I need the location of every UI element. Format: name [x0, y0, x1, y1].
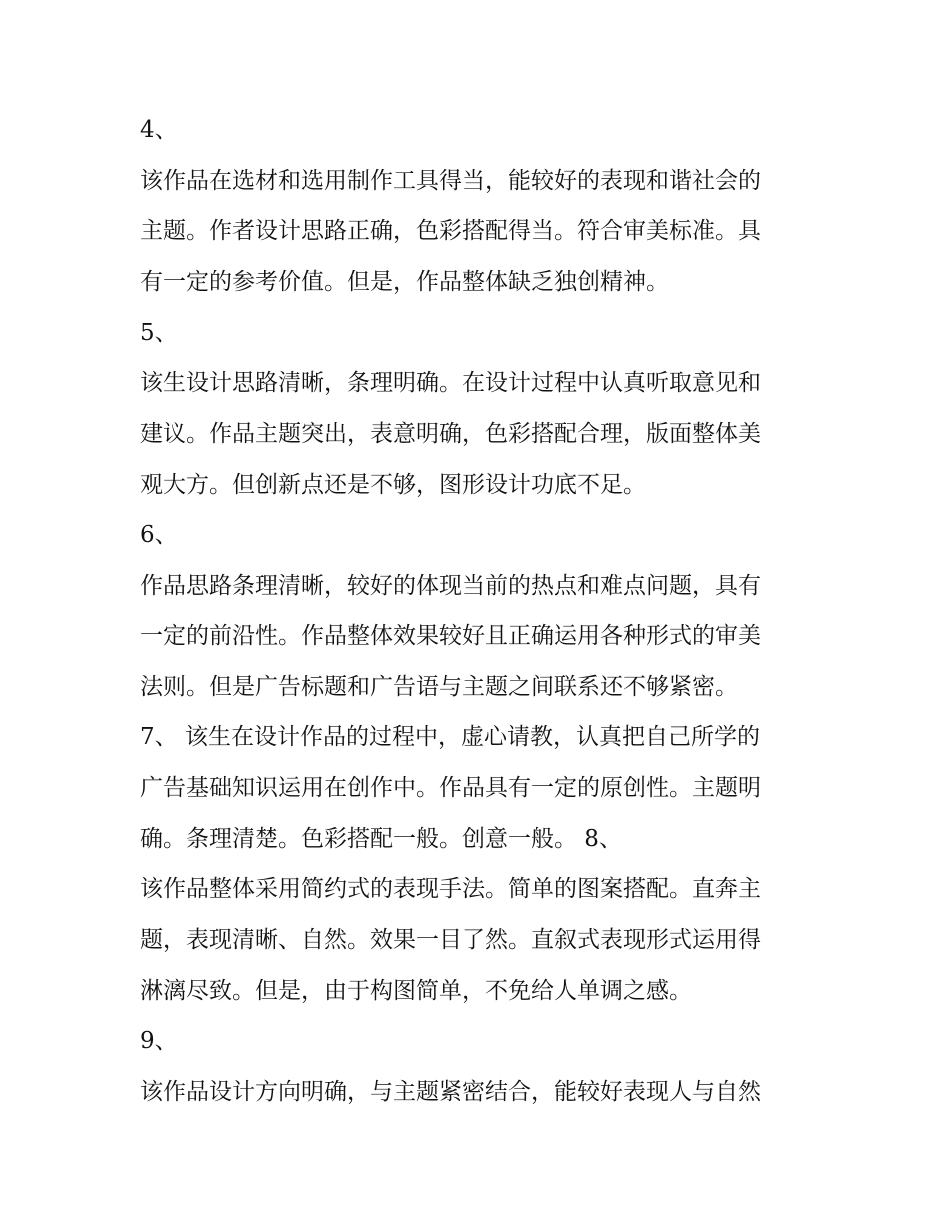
- text-line: 一定的前沿性。作品整体效果较好且正确运用各种形式的审美: [140, 623, 761, 649]
- text-line: 5、: [140, 320, 178, 346]
- text-line: 7、 该生在设计作品的过程中，虚心请教，认真把自己所学的: [140, 724, 760, 750]
- text-line: 9、: [140, 1028, 178, 1054]
- text-line: 该生设计思路清晰，条理明确。在设计过程中认真听取意见和: [140, 370, 761, 396]
- text-line: 该作品整体采用简约式的表现手法。简单的图案搭配。直奔主: [140, 876, 761, 902]
- text-line: 确。条理清楚。色彩搭配一般。创意一般。 8、: [140, 826, 622, 852]
- text-line: 主题。作者设计思路正确，色彩搭配得当。符合审美标准。具: [140, 218, 761, 244]
- text-line: 建议。作品主题突出，表意明确，色彩搭配合理，版面整体美: [140, 421, 761, 447]
- text-line: 题，表现清晰、自然。效果一目了然。直叙式表现形式运用得: [140, 927, 761, 953]
- text-line: 淋漓尽致。但是，由于构图简单，不免给人单调之感。: [140, 978, 692, 1004]
- text-line: 有一定的参考价值。但是，作品整体缺乏独创精神。: [140, 269, 669, 295]
- text-line: 作品思路条理清晰，较好的体现当前的热点和难点问题，具有: [140, 573, 761, 599]
- text-line: 观大方。但创新点还是不够，图形设计功底不足。: [140, 472, 646, 498]
- text-line: 4、: [140, 117, 178, 143]
- text-line: 该作品设计方向明确，与主题紧密结合，能较好表现人与自然: [140, 1079, 761, 1105]
- text-line: 6、: [140, 522, 178, 548]
- text-line: 该作品在选材和选用制作工具得当，能较好的表现和谐社会的: [140, 168, 761, 194]
- text-line: 法则。但是广告标题和广告语与主题之间联系还不够紧密。: [140, 674, 738, 700]
- text-line: 广告基础知识运用在创作中。作品具有一定的原创性。主题明: [140, 775, 761, 801]
